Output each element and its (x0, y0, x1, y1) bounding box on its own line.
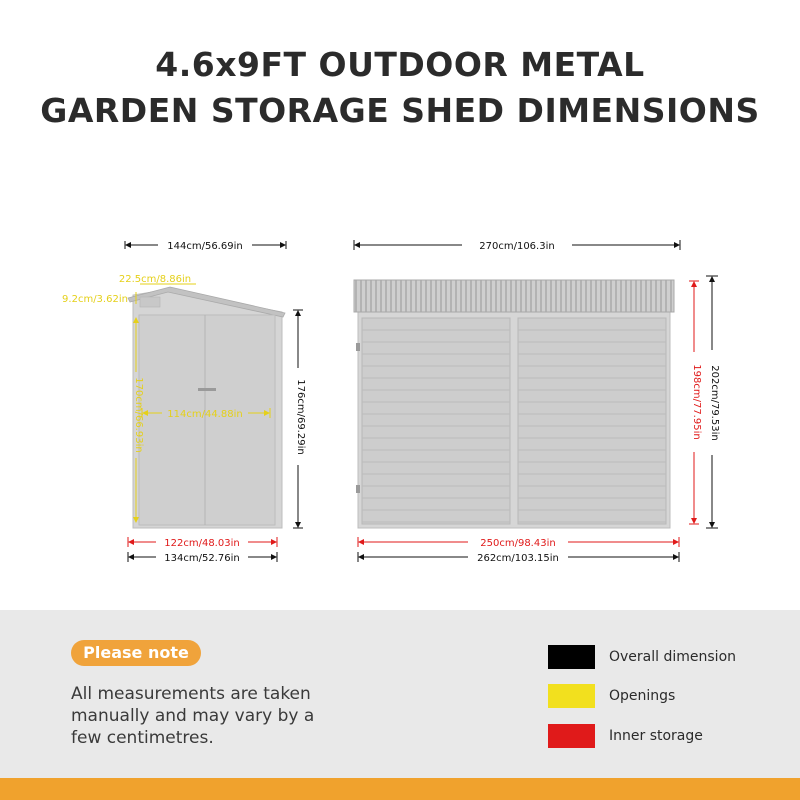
eave-dimension (62, 292, 136, 305)
front-inner-height-dimension (689, 281, 702, 524)
title-line-1: 4.6x9FT OUTDOOR METAL (155, 45, 645, 84)
please-note-badge: Please note (71, 640, 201, 666)
front-height-label: 202cm/79.53in (709, 365, 720, 441)
note-text (71, 683, 331, 749)
note-line: manually and may vary by a (71, 706, 315, 726)
note-line: few centimetres. (71, 728, 214, 748)
side-height-label: 176cm/69.29in (295, 379, 306, 455)
front-base-width-label: 262cm/103.15in (477, 553, 559, 564)
note-line: All measurements are taken (71, 684, 311, 704)
legend-label: Openings (609, 688, 676, 704)
side-top-width-label: 144cm/56.69in (167, 241, 243, 252)
legend-label: Overall dimension (609, 649, 737, 665)
side-top-width-dimension (125, 241, 286, 252)
side-base-width-dimension (128, 552, 277, 564)
side-base-width-label: 134cm/52.76in (164, 553, 240, 564)
legend-swatch-yellow (548, 684, 595, 708)
title-line-2: GARDEN STORAGE SHED DIMENSIONS (40, 91, 760, 130)
eave-label: 9.2cm/3.62in (62, 294, 128, 305)
bottom-accent-bar (0, 778, 800, 800)
legend-swatch-red (548, 724, 595, 748)
front-base-width-dimension (358, 552, 679, 564)
front-inner-width-dimension (358, 537, 679, 549)
side-height-dimension (293, 310, 306, 528)
side-view-shed (128, 287, 285, 528)
roof-overhang-label: 22.5cm/8.86in (118, 274, 192, 285)
side-inner-width-label: 122cm/48.03in (164, 538, 240, 549)
front-top-width-dimension (354, 240, 680, 252)
door-height-label: 170cm/66.93in (133, 377, 144, 453)
front-view-shed (354, 280, 674, 528)
front-inner-width-label: 250cm/98.43in (480, 538, 556, 549)
front-inner-height-label: 198cm/77.95in (691, 364, 702, 440)
front-top-width-label: 270cm/106.3in (479, 241, 555, 252)
front-height-dimension (706, 276, 720, 528)
legend-swatch-black (548, 645, 595, 669)
roof-overhang-dimension (119, 274, 196, 285)
side-inner-width-dimension (128, 537, 277, 549)
legend-label: Inner storage (609, 728, 703, 744)
door-width-label: 114cm/44.88in (167, 409, 243, 420)
